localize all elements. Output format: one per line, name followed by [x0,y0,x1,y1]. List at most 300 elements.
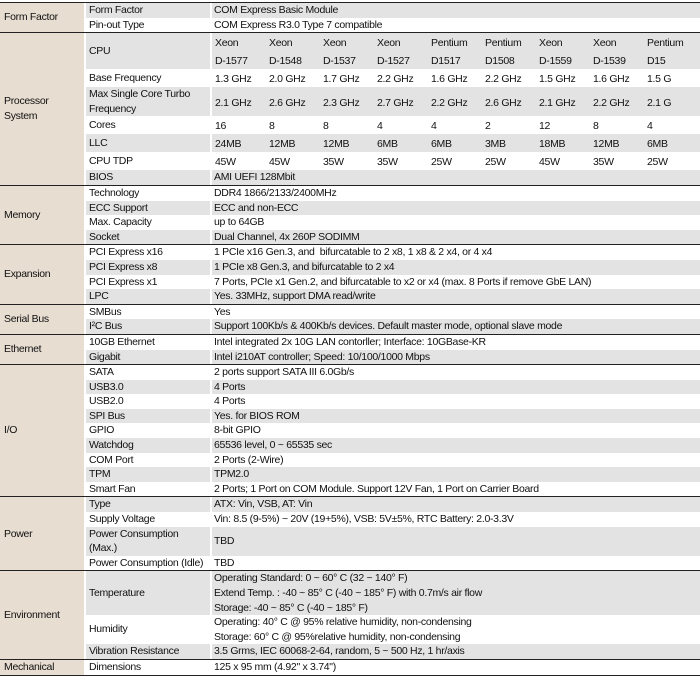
cpu-values [214,152,700,170]
row-label-cell [86,423,212,438]
row-label-cell [86,134,212,152]
cpu-column-value [646,152,700,170]
spec-section [0,3,700,33]
value-text: 4 [647,120,653,133]
row-value: 4 Ports [214,395,246,408]
cpu-column-value [646,93,700,111]
section-category [0,571,86,659]
spec-row [86,69,700,87]
cpu-column-value [538,33,592,69]
spec-row [86,33,700,69]
cpu-column-value [376,93,430,111]
row-value-cell [212,423,700,438]
row-label: Power Consumption (Max.) [89,527,179,555]
row-value-cell [212,409,700,424]
row-value-cell [212,275,700,290]
spec-row [86,423,700,438]
row-value-cell [212,215,700,230]
cpu-column-value [484,134,538,152]
cpu-column-value [484,152,538,170]
spec-row [86,319,700,334]
section-rows [86,365,700,496]
spec-row [86,660,700,675]
value-text: 2.6 GHz [485,96,522,109]
row-label-cell [86,245,212,260]
cpu-column-value [430,116,484,134]
row-value: 2 Ports (2-Wire) [214,453,284,466]
cpu-column-value [376,69,430,87]
cpu-column-value [484,69,538,87]
row-label: Socket [89,230,120,243]
row-label-cell [86,409,212,424]
row-label: USB3.0 [89,380,124,393]
row-value-cell [212,33,700,69]
section-category [0,660,86,675]
row-label-cell [86,615,212,644]
row-value: 65536 level, 0 ~ 65535 sec [214,439,333,452]
row-value: 1 PCIe x16 Gen.3, and bifurcatable to 2 x8, 1 x8 & 2 x4, or 4 x4 [214,246,493,259]
row-label: COM Port [89,453,134,466]
value-text: 2.2 GHz [431,96,468,109]
value-text: 12MB [269,138,296,151]
spec-section [0,497,700,571]
row-value-cell [212,394,700,409]
row-label-cell [86,152,212,170]
cpu-column-value [592,134,646,152]
value-text: 2.2 GHz [377,73,414,86]
row-label-cell [86,394,212,409]
spec-row [86,215,700,230]
spec-row [86,350,700,365]
row-label: LPC [89,290,109,303]
row-value-cell [212,512,700,527]
cpu-column-value [268,69,322,87]
cpu-column-value [214,69,268,87]
row-value: Dual Channel, 4x 260P SODIMM [214,230,360,243]
cpu-column-value [538,93,592,111]
spec-row [86,186,700,201]
cpu-column-value [268,93,322,111]
value-text: 35W [377,156,398,169]
value-text: 3MB [485,138,506,151]
category-label: Memory [4,208,41,221]
section-rows [86,497,700,570]
row-value: ECC and non-ECC [214,201,299,214]
row-label-cell [86,201,212,216]
section-category [0,497,86,570]
row-label-cell [86,33,212,69]
row-value-cell [212,260,700,275]
row-label: Dimensions [89,660,141,673]
row-value-cell [212,497,700,512]
value-text: Pentium D15 [647,37,684,68]
row-value: Operating Standard: 0 ~ 60° C (32 ~ 140° F) Extend Temp. : -40 ~ 85° C (-40 ~ 185° F) with 0.7m/s air flow Storage: -40 ~ 85° C (-40 ~ 185° F) [214,572,482,614]
value-text: Xeon D-1537 [323,37,356,68]
category-label: Ethernet [4,343,42,356]
spec-section [0,660,700,676]
row-label: ECC Support [89,201,148,214]
value-text: 2.0 GHz [269,73,306,86]
value-text: 45W [215,156,236,169]
section-category [0,3,86,32]
spec-row [86,134,700,152]
cpu-column-value [322,33,376,69]
value-text: Xeon D-1527 [377,37,410,68]
section-rows [86,245,700,303]
row-label: PCI Express x8 [89,260,158,273]
row-label: Watchdog [89,439,134,452]
row-label: Cores [89,119,116,132]
value-text: 2.1 G [647,96,672,109]
value-text: Xeon D-1539 [593,37,626,68]
category-label: Processor System [4,95,52,123]
row-label-cell [86,170,212,185]
cpu-values [214,93,700,111]
row-value: 125 x 95 mm (4.92" x 3.74") [214,660,336,673]
cpu-column-value [430,33,484,69]
spec-row [86,556,700,571]
value-text: 1.5 G [647,73,672,86]
spec-row [86,335,700,350]
row-value: 8-bit GPIO [214,424,261,437]
spec-row [86,467,700,482]
row-value: Vin: 8.5 (9-5%) ~ 20V (19+5%), VSB: 5V±5%, RTC Battery: 2.0-3.3V [214,513,514,526]
row-label: Gigabit [89,350,121,363]
row-label: Vibration Resistance [89,645,180,658]
row-value-cell [212,186,700,201]
row-value-cell [212,201,700,216]
spec-row [86,482,700,497]
section-rows [86,186,700,244]
row-label: Pin-out Type [89,18,145,31]
spec-row [86,571,700,615]
row-label-cell [86,660,212,675]
value-text: 25W [485,156,506,169]
row-value: TPM2.0 [214,468,249,481]
value-text: 2.3 GHz [323,96,360,109]
row-label: Smart Fan [89,482,136,495]
cpu-column-value [214,93,268,111]
row-value-cell [212,170,700,185]
value-text: 45W [269,156,290,169]
section-category [0,335,86,364]
spec-row [86,615,700,644]
spec-section [0,305,700,335]
row-label: Form Factor [89,4,143,16]
value-text: 1.5 GHz [539,73,576,86]
value-text: 35W [323,156,344,169]
row-label: TPM [89,468,111,481]
row-label-cell [86,87,212,116]
spec-row [86,87,700,116]
spec-row [86,497,700,512]
cpu-column-value [646,134,700,152]
row-label: Max. Capacity [89,216,152,229]
row-value-cell [212,289,700,304]
row-label-cell [86,571,212,615]
spec-row [86,18,700,33]
spec-row [86,409,700,424]
cpu-column-value [592,93,646,111]
cpu-column-value [376,116,430,134]
category-label: Form Factor [4,11,58,24]
value-text: 8 [269,120,275,133]
row-value: TBD [214,534,235,547]
spec-row [86,365,700,380]
row-label-cell [86,305,212,320]
value-text: 8 [593,120,599,133]
row-value-cell [212,350,700,365]
row-label-cell [86,260,212,275]
spec-row [86,260,700,275]
value-text: 25W [431,156,452,169]
row-label-cell [86,453,212,468]
row-value: COM Express Basic Module [214,4,339,16]
row-label: PCI Express x1 [89,275,158,288]
spec-section [0,365,700,497]
row-value: 1 PCIe x8 Gen.3, and bifurcatable to 2 x4 [214,260,395,273]
row-value-cell [212,69,700,87]
row-value-cell [212,615,700,644]
row-label-cell [86,215,212,230]
row-value: Yes [214,305,231,318]
value-text: 24MB [215,138,242,151]
value-text: 16 [215,120,227,133]
row-label: CPU TDP [89,155,133,168]
cpu-column-value [268,33,322,69]
row-label-cell [86,467,212,482]
cpu-column-value [646,116,700,134]
row-value: Support 100Kb/s & 400Kb/s devices. Default master mode, optional slave mode [214,320,563,333]
section-category [0,245,86,303]
cpu-column-value [322,69,376,87]
row-label: Type [89,498,111,511]
spec-row [86,245,700,260]
section-rows [86,305,700,334]
row-value-cell [212,453,700,468]
section-category [0,365,86,496]
cpu-column-value [322,134,376,152]
row-value: COM Express R3.0 Type 7 compatible [214,18,383,31]
value-text: 4 [431,120,437,133]
value-text: 12MB [323,138,350,151]
cpu-column-value [376,134,430,152]
row-value-cell [212,571,700,615]
value-text: 6MB [647,138,668,151]
row-label: I²C Bus [89,320,122,333]
row-label: LLC [89,137,108,150]
value-text: 2.1 GHz [215,96,252,109]
row-value: Intel i210AT controller; Speed: 10/100/1000 Mbps [214,350,430,363]
value-text: 2.1 GHz [539,96,576,109]
cpu-column-value [646,33,700,69]
spec-table [0,2,700,676]
value-text: 6MB [377,138,398,151]
cpu-column-value [430,69,484,87]
row-value-cell [212,534,700,549]
section-rows [86,571,700,659]
cpu-column-value [484,33,538,69]
row-label: Power Consumption (Idle) [89,556,204,569]
value-text: 25W [647,156,668,169]
category-label: Mechanical [4,660,55,673]
spec-section [0,186,700,245]
row-value: up to 64GB [214,216,265,229]
row-value: 2 ports support SATA III 6.0Gb/s [214,366,354,379]
row-value: Yes. 33MHz, support DMA read/write [214,290,376,303]
row-value: 4 Ports [214,380,246,393]
value-text: 1.6 GHz [431,73,468,86]
value-text: 2 [485,120,491,133]
row-label-cell [86,512,212,527]
row-label-cell [86,380,212,395]
value-text: 12MB [593,138,620,151]
row-value-cell [212,3,700,18]
row-label: USB2.0 [89,395,124,408]
row-label: Base Frequency [89,71,162,84]
spec-row [86,3,700,18]
row-label: Max Single Core Turbo Frequency [89,88,191,115]
row-value: 2 Ports; 1 Port on COM Module. Support 12V Fan, 1 Port on Carrier Board [214,482,539,495]
spec-row [86,289,700,304]
row-label: SATA [89,366,114,379]
section-rows [86,3,700,32]
cpu-values [214,33,700,69]
row-label: GPIO [89,424,115,437]
section-category [0,33,86,185]
row-label: CPU [89,44,111,57]
row-value: Operating: 40° C @ 95% relative humidity, non-condensing Storage: 60° C @ 95%relative humidity, non-condensing [214,616,472,643]
spec-section [0,245,700,304]
value-text: 35W [593,156,614,169]
value-text: 1.6 GHz [593,73,630,86]
row-label-cell [86,556,212,571]
spec-section [0,335,700,365]
value-text: 12 [539,120,551,133]
spec-row [86,380,700,395]
row-label-cell [86,365,212,380]
cpu-column-value [322,93,376,111]
row-label: Technology [89,186,140,199]
row-label-cell [86,497,212,512]
row-label-cell [86,230,212,245]
row-label-cell [86,289,212,304]
row-label-cell [86,3,212,18]
row-value-cell [212,116,700,134]
cpu-column-value [484,93,538,111]
cpu-column-value [268,152,322,170]
spec-row [86,170,700,185]
row-label-cell [86,438,212,453]
category-label: Power [4,527,33,540]
row-label-cell [86,275,212,290]
cpu-column-value [268,134,322,152]
row-label-cell [86,116,212,134]
row-value-cell [212,319,700,334]
value-text: 1.3 GHz [215,73,252,86]
section-category [0,186,86,244]
category-label: Expansion [4,268,51,281]
row-value-cell [212,152,700,170]
row-value-cell [212,482,700,497]
value-text: 2.7 GHz [377,96,414,109]
row-label-cell [86,527,212,556]
spec-row [86,201,700,216]
section-rows [86,660,700,675]
spec-row [86,512,700,527]
cpu-column-value [376,33,430,69]
cpu-column-value [538,69,592,87]
value-text: 2.2 GHz [593,96,630,109]
row-value: 3.5 Grms, IEC 60068-2-64, random, 5 ~ 500 Hz, 1 hr/axis [214,645,465,658]
row-label-cell [86,350,212,365]
cpu-values [214,69,700,87]
cpu-values [214,116,700,134]
category-label: Environment [4,608,60,621]
cpu-column-value [214,134,268,152]
value-text: Pentium D1517 [431,37,468,68]
spec-row [86,152,700,170]
value-text: Pentium D1508 [485,37,522,68]
cpu-column-value [538,116,592,134]
row-value-cell [212,365,700,380]
row-label-cell [86,186,212,201]
row-value-cell [212,556,700,571]
value-text: 18MB [539,138,566,151]
value-text: 1.7 GHz [323,73,360,86]
row-value: ATX: Vin, VSB, AT: Vin [214,498,313,511]
spec-row [86,453,700,468]
cpu-column-value [376,152,430,170]
cpu-column-value [430,134,484,152]
row-value-cell [212,230,700,245]
row-label: SMBus [89,305,122,318]
row-value-cell [212,467,700,482]
cpu-column-value [322,152,376,170]
row-value-cell [212,380,700,395]
row-value-cell [212,18,700,33]
row-value: AMI UEFI 128Mbit [214,171,295,184]
row-label: Humidity [89,623,128,636]
row-label-cell [86,18,212,33]
cpu-column-value [214,33,268,69]
cpu-column-value [322,116,376,134]
cpu-column-value [538,152,592,170]
value-text: 4 [377,120,383,133]
value-text: Xeon D-1548 [269,37,302,68]
spec-section [0,571,700,660]
row-value: TBD [214,556,235,569]
row-value: DDR4 1866/2133/2400MHz [214,186,337,199]
spec-row [86,275,700,290]
cpu-column-value [592,116,646,134]
value-text: 6MB [431,138,452,151]
cpu-column-value [538,134,592,152]
category-label: Serial Bus [4,313,49,326]
value-text: Xeon D-1577 [215,37,248,68]
spec-row [86,394,700,409]
section-category [0,305,86,334]
row-label: BIOS [89,171,113,184]
cpu-column-value [214,152,268,170]
cpu-column-value [430,152,484,170]
cpu-column-value [430,93,484,111]
row-value-cell [212,93,700,111]
cpu-column-value [592,152,646,170]
row-value-cell [212,438,700,453]
row-value: Yes. for BIOS ROM [214,409,300,422]
spec-row [86,230,700,245]
